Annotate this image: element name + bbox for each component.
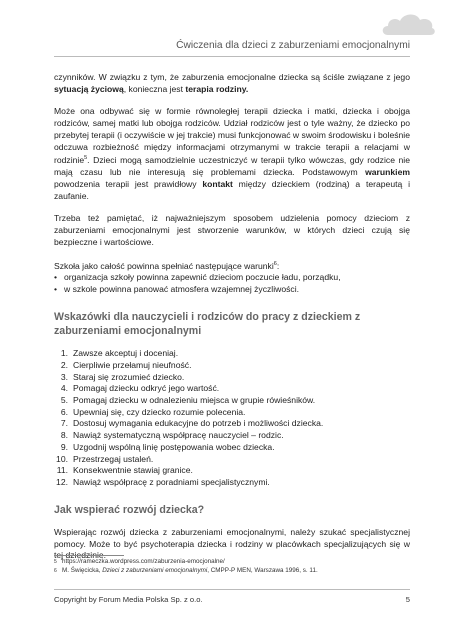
paragraph-2 xyxy=(54,106,410,203)
header-rule xyxy=(54,56,410,57)
footnote-text xyxy=(62,567,318,576)
text: , konieczna jest xyxy=(123,83,186,94)
copyright: Copyright by Forum Media Polska Sp. z o.o. xyxy=(54,595,203,604)
item-text: Staraj się zrozumieć dziecko. xyxy=(73,371,185,382)
item-text: Uzgodnij wspólną linię postępowania wobec dziecka. xyxy=(73,441,275,452)
text: między dzieckiem (rodziną) a terapeutą i zaufanie. xyxy=(54,179,410,202)
item-number: 5. xyxy=(60,395,68,406)
text: czynników. W związku z tym, że zaburzenia emocjonalne dziecka są ściśle związane z jego xyxy=(54,72,410,82)
footnote-ref: 6 xyxy=(273,260,277,267)
running-header: Ćwiczenia dla dzieci z zaburzeniami emocjonalnymi xyxy=(176,40,410,51)
list-item xyxy=(54,395,410,407)
paragraph-3: Trzeba też pamiętać, iż najważniejszym sposobem udzielenia pomocy dzieciom z zaburzeniami emocjonalnymi jest stworzenie warunków, w których dzieci czują się bezpieczne i wartościowe. xyxy=(54,212,410,247)
page-number: 5 xyxy=(405,595,410,604)
list-item xyxy=(54,465,410,477)
list-item xyxy=(54,360,410,372)
item-text: Pomagaj dziecku odkryć jego wartość. xyxy=(73,383,220,394)
list-item xyxy=(54,372,410,384)
cloud-icon xyxy=(380,10,436,36)
paragraph-1 xyxy=(54,72,410,96)
item-number: 9. xyxy=(60,441,68,452)
bold-text: sytuacją życiową xyxy=(54,83,124,94)
item-text: Nawiąż współpracę z poradniami specjalistycznymi. xyxy=(73,476,270,487)
item-text: Cierpliwie przełamuj nieufność. xyxy=(73,359,192,370)
bold-text: warunkiem xyxy=(365,167,410,178)
footnote-text: https://rameczka.wordpress.com/zaburzenia-emocjonalne/ xyxy=(62,558,225,565)
item-number: 11. xyxy=(56,465,68,476)
item-text: Dostosuj wymagania edukacyjne do potrzeb i możliwości dziecka. xyxy=(73,418,324,429)
footer-rule xyxy=(54,589,410,590)
list-item: • w szkole powinna panować atmosfera wzajemnej życzliwości. xyxy=(54,284,410,296)
list-item: • organizacja szkoły powinna zapewnić dzieciom poczucie ładu, porządku, xyxy=(54,272,410,284)
text: powodzenia terapii jest prawidłowy xyxy=(54,179,203,190)
main-content xyxy=(54,72,410,572)
text: Szkoła jako całość powinna spełniać następujące warunki xyxy=(54,260,274,271)
italic-title: Dzieci z zaburzeniami emocjonalnymi xyxy=(102,566,208,574)
item-number: 8. xyxy=(60,430,68,441)
item-number: 1. xyxy=(60,348,68,359)
text: M. Święcicka, xyxy=(62,566,103,574)
item-number: 4. xyxy=(60,383,68,394)
list-item xyxy=(54,430,410,442)
item-number: 2. xyxy=(60,359,68,370)
text: Może ona odbywać się w formie równoległej terapii dziecka i matki, dziecka i obojga rodziców, samej matki lub obojga rodziców. Udział rodziców jest o tyle ważny, że dziecko po przebytej terapii (i oczywiście w jej trakcie) musi funkcjonować w swoim środowisku i boleśnie odczuwa rozbieżność między informacjami otrzymanymi w trakcie terapii a relacjami w rodzinie xyxy=(54,105,410,166)
footnote xyxy=(54,567,410,576)
item-number: 6. xyxy=(60,406,68,417)
item-number: 10. xyxy=(56,453,68,464)
numbered-list xyxy=(54,348,410,488)
footnote-number: 5 xyxy=(54,559,57,565)
footnote-rule xyxy=(54,555,124,556)
item-number: 7. xyxy=(60,418,68,429)
paragraph-5: Wspierając rozwój dziecka z zaburzeniami emocjonalnymi, należy szukać specjalistycznej pomocy. Może to być psychoterapia dziecka i rodziny w placówkach specjalizujących się w tej dziedzinie. xyxy=(54,526,410,561)
item-text: Przestrzegaj ustaleń. xyxy=(73,453,154,464)
list-item xyxy=(54,477,410,489)
bold-text: kontakt xyxy=(202,179,233,190)
list-item xyxy=(54,442,410,454)
text: , CMPP-P MEN, Warszawa 1996, s. 11. xyxy=(207,566,318,574)
bullet-list xyxy=(54,272,410,296)
item-text: Nawiąż systematyczną współpracę nauczyciel – rodzic. xyxy=(73,430,284,441)
list-item xyxy=(54,454,410,466)
section-heading: Jak wspierać rozwój dziecka? xyxy=(54,503,205,516)
item-text: Upewniaj się, czy dziecko rozumie polecenia. xyxy=(73,406,246,417)
list-item xyxy=(54,348,410,360)
section-heading: Wskazówki dla nauczycieli i rodziców do pracy z dzieckiem z zaburzeniami emocjonalnymi xyxy=(54,311,361,338)
item-text: Zawsze akceptuj i doceniaj. xyxy=(73,348,179,359)
footnote xyxy=(54,558,410,567)
text: : xyxy=(276,260,280,271)
footnote-ref: 5 xyxy=(84,155,88,162)
item-text: Pomagaj dziecku w odnalezieniu miejsca w grupie rówieśników. xyxy=(73,395,316,406)
list-item xyxy=(54,418,410,430)
footnotes xyxy=(54,558,410,575)
text: . Dzieci mogą samodzielnie uczestniczyć w terapii tylko wówczas, gdy rodzice nie mają czasu lub nie interesują się problemami dziecka. Podstawowym xyxy=(54,155,410,178)
bold-text: terapia rodziny. xyxy=(185,83,249,94)
footnote-number: 6 xyxy=(54,567,57,574)
list-item xyxy=(54,383,410,395)
item-number: 12. xyxy=(56,476,68,487)
list-item xyxy=(54,407,410,419)
item-text: Konsekwentnie stawiaj granice. xyxy=(73,465,193,476)
paragraph-4 xyxy=(54,259,410,273)
item-number: 3. xyxy=(60,371,68,382)
